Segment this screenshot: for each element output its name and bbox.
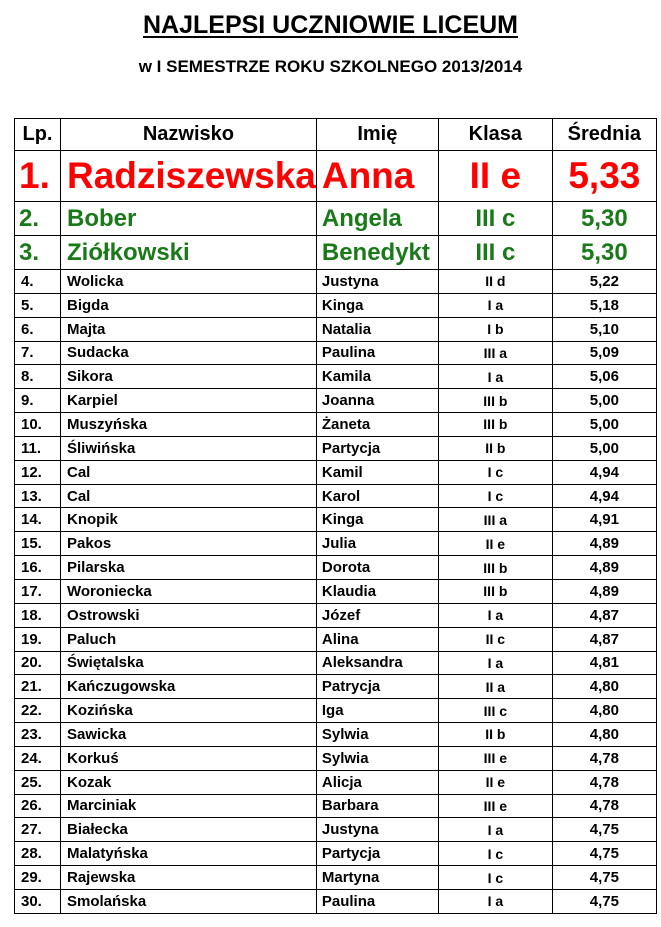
average-cell: 4,89	[552, 579, 656, 603]
class-cell: II b	[438, 436, 552, 460]
average-cell: 5,10	[552, 317, 656, 341]
average-cell: 4,89	[552, 556, 656, 580]
surname-cell: Malatyńska	[61, 842, 317, 866]
surname-cell: Wolicka	[61, 270, 317, 294]
first-name-cell: Partycja	[316, 436, 438, 460]
row-number: 1.	[15, 151, 61, 202]
surname-cell: Sudacka	[61, 341, 317, 365]
first-name-cell: Patrycja	[316, 675, 438, 699]
average-cell: 4,89	[552, 532, 656, 556]
class-cell: III a	[438, 341, 552, 365]
row-number: 7.	[15, 341, 61, 365]
row-number: 17.	[15, 579, 61, 603]
class-cell: I a	[438, 365, 552, 389]
class-cell: III b	[438, 413, 552, 437]
table-row	[15, 556, 657, 580]
first-name-cell: Kamil	[316, 460, 438, 484]
row-number: 16.	[15, 556, 61, 580]
class-cell: III e	[438, 746, 552, 770]
table-row	[15, 341, 657, 365]
row-number: 13.	[15, 484, 61, 508]
table-row	[15, 436, 657, 460]
first-name-cell: Julia	[316, 532, 438, 556]
class-cell: III e	[438, 794, 552, 818]
row-number: 15.	[15, 532, 61, 556]
average-cell: 4,94	[552, 484, 656, 508]
average-cell: 4,91	[552, 508, 656, 532]
average-cell: 4,80	[552, 699, 656, 723]
row-number: 20.	[15, 651, 61, 675]
surname-cell: Ostrowski	[61, 603, 317, 627]
page-title: NAJLEPSI UCZNIOWIE LICEUM	[142, 11, 518, 39]
surname-cell: Sikora	[61, 365, 317, 389]
row-number: 2.	[15, 202, 61, 236]
table-row	[15, 202, 657, 236]
table-row	[15, 365, 657, 389]
surname-cell: Muszyńska	[61, 413, 317, 437]
average-cell: 5,00	[552, 413, 656, 437]
table-row	[15, 413, 657, 437]
class-cell: I a	[438, 293, 552, 317]
average-cell: 4,87	[552, 603, 656, 627]
table-row	[15, 770, 657, 794]
row-number: 21.	[15, 675, 61, 699]
class-cell: I b	[438, 317, 552, 341]
table-row	[15, 389, 657, 413]
surname-cell: Kańczugowska	[61, 675, 317, 699]
class-cell: I a	[438, 603, 552, 627]
row-number: 22.	[15, 699, 61, 723]
surname-cell: Ziółkowski	[61, 236, 317, 270]
average-cell: 4,75	[552, 842, 656, 866]
class-cell: II c	[438, 627, 552, 651]
column-header-class: Klasa	[438, 119, 552, 151]
table-row	[15, 151, 657, 202]
average-cell: 5,00	[552, 436, 656, 460]
table-row	[15, 842, 657, 866]
table-row	[15, 508, 657, 532]
surname-cell: Bober	[61, 202, 317, 236]
first-name-cell: Alina	[316, 627, 438, 651]
first-name-cell: Martyna	[316, 866, 438, 890]
class-cell: III b	[438, 556, 552, 580]
class-cell: II a	[438, 675, 552, 699]
surname-cell: Korkuś	[61, 746, 317, 770]
row-number: 25.	[15, 770, 61, 794]
first-name-cell: Kinga	[316, 508, 438, 532]
first-name-cell: Kinga	[316, 293, 438, 317]
class-cell: I c	[438, 866, 552, 890]
surname-cell: Marciniak	[61, 794, 317, 818]
first-name-cell: Józef	[316, 603, 438, 627]
surname-cell: Białecka	[61, 818, 317, 842]
table-row	[15, 746, 657, 770]
class-cell: II e	[438, 151, 552, 202]
first-name-cell: Iga	[316, 699, 438, 723]
class-cell: I a	[438, 889, 552, 913]
average-cell: 4,78	[552, 746, 656, 770]
table-row	[15, 532, 657, 556]
row-number: 29.	[15, 866, 61, 890]
surname-cell: Kozińska	[61, 699, 317, 723]
average-cell: 4,75	[552, 889, 656, 913]
row-number: 12.	[15, 460, 61, 484]
table-row	[15, 699, 657, 723]
class-cell: II d	[438, 270, 552, 294]
table-row	[15, 270, 657, 294]
class-cell: III c	[438, 699, 552, 723]
surname-cell: Smolańska	[61, 889, 317, 913]
row-number: 23.	[15, 723, 61, 747]
average-cell: 5,30	[552, 202, 656, 236]
surname-cell: Rajewska	[61, 866, 317, 890]
table-header-row	[15, 119, 657, 151]
surname-cell: Świętalska	[61, 651, 317, 675]
first-name-cell: Barbara	[316, 794, 438, 818]
table-row	[15, 889, 657, 913]
average-cell: 5,00	[552, 389, 656, 413]
average-cell: 4,80	[552, 723, 656, 747]
table-body	[15, 151, 657, 914]
table-row	[15, 651, 657, 675]
table-row	[15, 675, 657, 699]
average-cell: 5,22	[552, 270, 656, 294]
class-cell: III a	[438, 508, 552, 532]
table-row	[15, 627, 657, 651]
row-number: 3.	[15, 236, 61, 270]
first-name-cell: Angela	[316, 202, 438, 236]
column-header-average: Średnia	[552, 119, 656, 151]
surname-cell: Bigda	[61, 293, 317, 317]
first-name-cell: Klaudia	[316, 579, 438, 603]
row-number: 27.	[15, 818, 61, 842]
table-row	[15, 723, 657, 747]
surname-cell: Pilarska	[61, 556, 317, 580]
table-row	[15, 866, 657, 890]
first-name-cell: Aleksandra	[316, 651, 438, 675]
first-name-cell: Dorota	[316, 556, 438, 580]
row-number: 18.	[15, 603, 61, 627]
row-number: 6.	[15, 317, 61, 341]
row-number: 19.	[15, 627, 61, 651]
class-cell: I a	[438, 651, 552, 675]
first-name-cell: Joanna	[316, 389, 438, 413]
surname-cell: Radziszewska	[61, 151, 317, 202]
first-name-cell: Sylwia	[316, 746, 438, 770]
surname-cell: Paluch	[61, 627, 317, 651]
class-cell: III b	[438, 389, 552, 413]
row-number: 11.	[15, 436, 61, 460]
table-row	[15, 579, 657, 603]
average-cell: 5,30	[552, 236, 656, 270]
column-header-lp: Lp.	[15, 119, 61, 151]
surname-cell: Woroniecka	[61, 579, 317, 603]
class-cell: III c	[438, 236, 552, 270]
first-name-cell: Paulina	[316, 889, 438, 913]
average-cell: 4,81	[552, 651, 656, 675]
table-row	[15, 818, 657, 842]
surname-cell: Cal	[61, 460, 317, 484]
average-cell: 5,18	[552, 293, 656, 317]
row-number: 5.	[15, 293, 61, 317]
average-cell: 4,94	[552, 460, 656, 484]
row-number: 28.	[15, 842, 61, 866]
first-name-cell: Partycja	[316, 842, 438, 866]
surname-cell: Pakos	[61, 532, 317, 556]
table-row	[15, 484, 657, 508]
table-row	[15, 794, 657, 818]
row-number: 8.	[15, 365, 61, 389]
surname-cell: Kozak	[61, 770, 317, 794]
first-name-cell: Anna	[316, 151, 438, 202]
table-row	[15, 317, 657, 341]
row-number: 14.	[15, 508, 61, 532]
class-cell: III c	[438, 202, 552, 236]
table-row	[15, 603, 657, 627]
class-cell: II b	[438, 723, 552, 747]
class-cell: III b	[438, 579, 552, 603]
first-name-cell: Paulina	[316, 341, 438, 365]
table-row	[15, 460, 657, 484]
surname-cell: Cal	[61, 484, 317, 508]
surname-cell: Śliwińska	[61, 436, 317, 460]
surname-cell: Karpiel	[61, 389, 317, 413]
row-number: 26.	[15, 794, 61, 818]
first-name-cell: Benedykt	[316, 236, 438, 270]
row-number: 10.	[15, 413, 61, 437]
table-row	[15, 236, 657, 270]
class-cell: II e	[438, 532, 552, 556]
average-cell: 5,33	[552, 151, 656, 202]
first-name-cell: Natalia	[316, 317, 438, 341]
row-number: 30.	[15, 889, 61, 913]
first-name-cell: Karol	[316, 484, 438, 508]
average-cell: 4,80	[552, 675, 656, 699]
average-cell: 4,87	[552, 627, 656, 651]
surname-cell: Knopik	[61, 508, 317, 532]
table-row	[15, 293, 657, 317]
first-name-cell: Justyna	[316, 270, 438, 294]
average-cell: 4,75	[552, 866, 656, 890]
class-cell: I c	[438, 460, 552, 484]
row-number: 9.	[15, 389, 61, 413]
first-name-cell: Alicja	[316, 770, 438, 794]
first-name-cell: Kamila	[316, 365, 438, 389]
class-cell: II e	[438, 770, 552, 794]
column-header-surname: Nazwisko	[61, 119, 317, 151]
row-number: 4.	[15, 270, 61, 294]
average-cell: 5,06	[552, 365, 656, 389]
surname-cell: Sawicka	[61, 723, 317, 747]
ranking-table	[14, 118, 657, 914]
surname-cell: Majta	[61, 317, 317, 341]
average-cell: 4,78	[552, 770, 656, 794]
page-subtitle: w I SEMESTRZE ROKU SZKOLNEGO 2013/2014	[138, 57, 523, 76]
row-number: 24.	[15, 746, 61, 770]
class-cell: I c	[438, 484, 552, 508]
first-name-cell: Żaneta	[316, 413, 438, 437]
class-cell: I c	[438, 842, 552, 866]
first-name-cell: Justyna	[316, 818, 438, 842]
average-cell: 4,75	[552, 818, 656, 842]
column-header-name: Imię	[316, 119, 438, 151]
average-cell: 4,78	[552, 794, 656, 818]
average-cell: 5,09	[552, 341, 656, 365]
class-cell: I a	[438, 818, 552, 842]
first-name-cell: Sylwia	[316, 723, 438, 747]
